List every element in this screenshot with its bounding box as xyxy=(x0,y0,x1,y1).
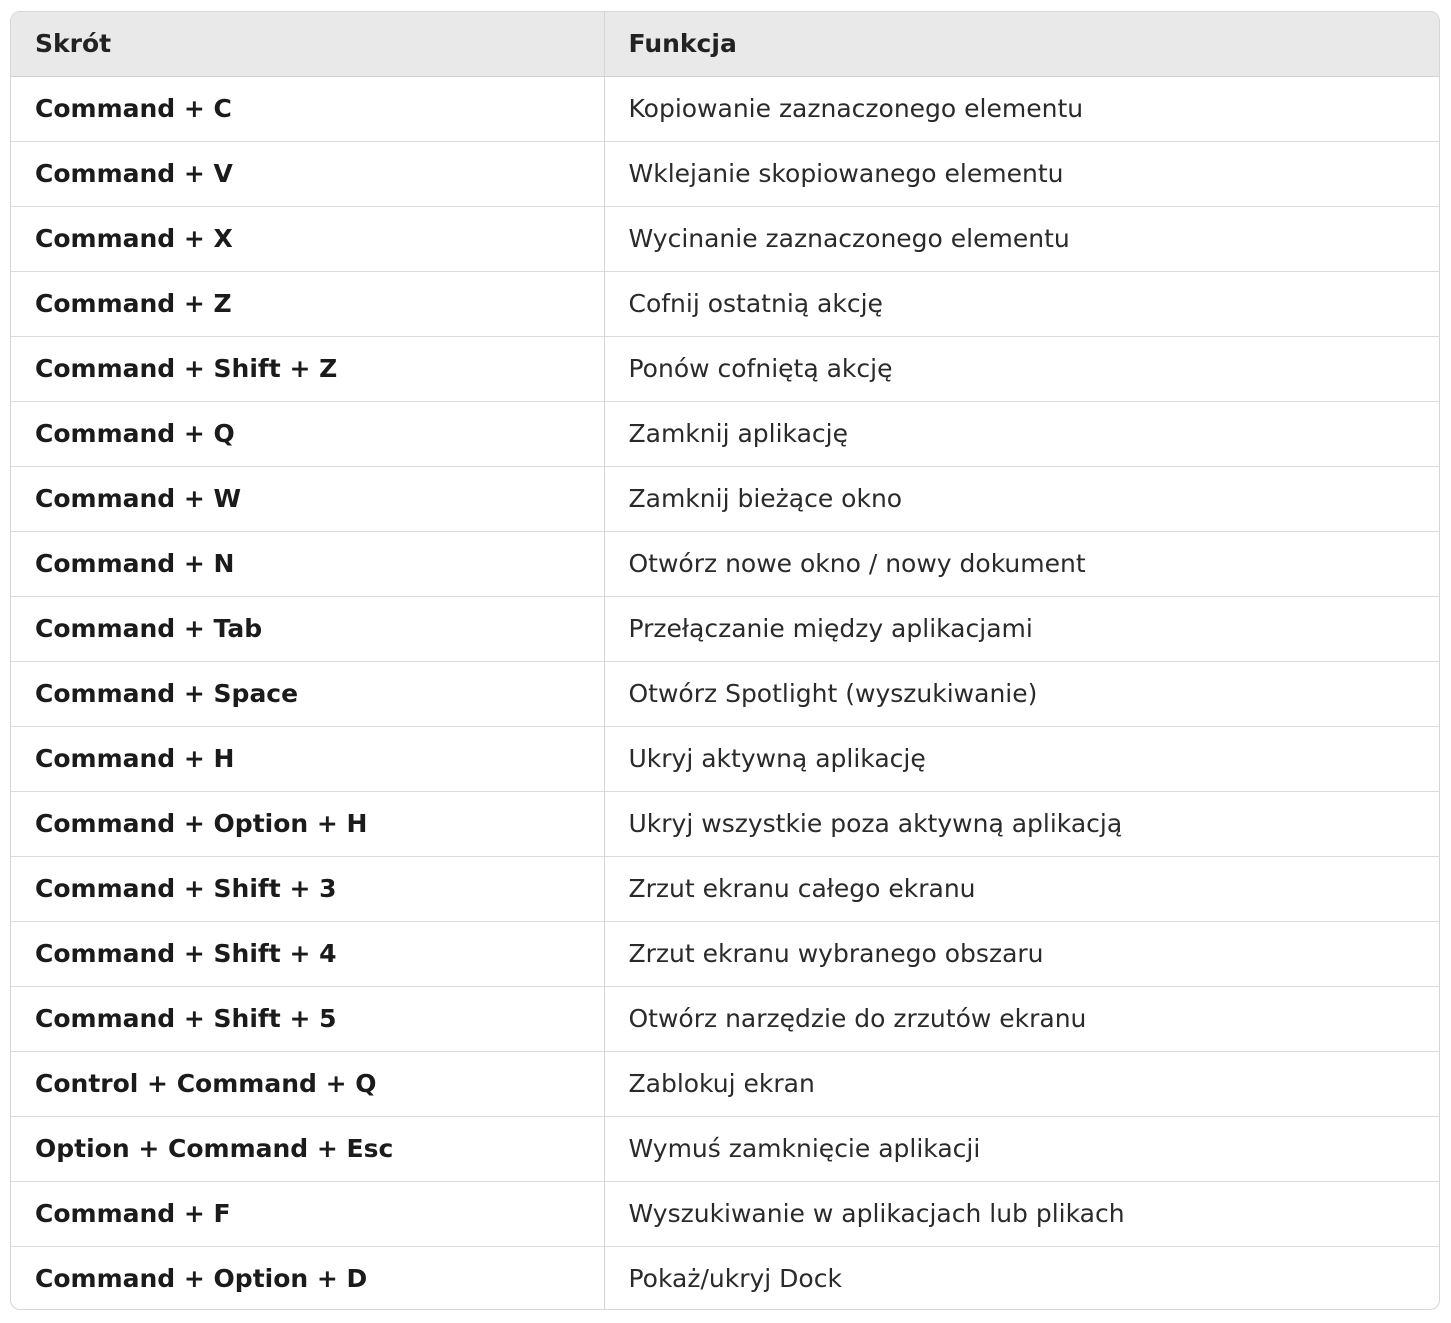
function-cell: Otwórz narzędzie do zrzutów ekranu xyxy=(604,986,1439,1051)
shortcut-cell: Command + H xyxy=(11,726,604,791)
table-row xyxy=(11,1051,1439,1116)
function-cell: Cofnij ostatnią akcję xyxy=(604,271,1439,336)
table-row xyxy=(11,141,1439,206)
shortcuts-table xyxy=(11,12,1439,1310)
shortcut-cell: Command + C xyxy=(11,76,604,141)
table-row xyxy=(11,1181,1439,1246)
column-header-function: Funkcja xyxy=(604,12,1439,76)
table-row xyxy=(11,531,1439,596)
header-row xyxy=(11,12,1439,76)
shortcut-cell: Command + Option + D xyxy=(11,1246,604,1310)
shortcut-cell: Command + Option + H xyxy=(11,791,604,856)
function-cell: Wklejanie skopiowanego elementu xyxy=(604,141,1439,206)
table-row xyxy=(11,206,1439,271)
function-cell: Ponów cofniętą akcję xyxy=(604,336,1439,401)
function-cell: Zamknij bieżące okno xyxy=(604,466,1439,531)
shortcut-cell: Control + Command + Q xyxy=(11,1051,604,1116)
function-cell: Ukryj wszystkie poza aktywną aplikacją xyxy=(604,791,1439,856)
function-cell: Otwórz nowe okno / nowy dokument xyxy=(604,531,1439,596)
table-row xyxy=(11,401,1439,466)
shortcut-cell: Command + Q xyxy=(11,401,604,466)
table-row xyxy=(11,856,1439,921)
function-cell: Pokaż/ukryj Dock xyxy=(604,1246,1439,1310)
shortcut-cell: Command + Shift + 3 xyxy=(11,856,604,921)
shortcut-cell: Command + Shift + 4 xyxy=(11,921,604,986)
function-cell: Wyszukiwanie w aplikacjach lub plikach xyxy=(604,1181,1439,1246)
table-row xyxy=(11,466,1439,531)
function-cell: Zablokuj ekran xyxy=(604,1051,1439,1116)
function-cell: Ukryj aktywną aplikację xyxy=(604,726,1439,791)
shortcut-cell: Command + Tab xyxy=(11,596,604,661)
table-row xyxy=(11,986,1439,1051)
shortcut-cell: Command + Shift + Z xyxy=(11,336,604,401)
shortcut-cell: Command + Shift + 5 xyxy=(11,986,604,1051)
table-row xyxy=(11,336,1439,401)
column-header-shortcut: Skrót xyxy=(11,12,604,76)
function-cell: Zrzut ekranu całego ekranu xyxy=(604,856,1439,921)
shortcut-cell: Command + V xyxy=(11,141,604,206)
table-row xyxy=(11,76,1439,141)
function-cell: Zamknij aplikację xyxy=(604,401,1439,466)
shortcuts-table-container xyxy=(10,11,1440,1310)
table-body xyxy=(11,76,1439,1310)
shortcut-cell: Command + X xyxy=(11,206,604,271)
shortcut-cell: Command + Z xyxy=(11,271,604,336)
table-row xyxy=(11,726,1439,791)
shortcut-cell: Command + F xyxy=(11,1181,604,1246)
table-row xyxy=(11,271,1439,336)
table-row xyxy=(11,661,1439,726)
table-row xyxy=(11,1116,1439,1181)
function-cell: Kopiowanie zaznaczonego elementu xyxy=(628,94,1084,123)
function-cell: Wycinanie zaznaczonego elementu xyxy=(604,206,1439,271)
table-row xyxy=(11,921,1439,986)
shortcut-cell: Command + W xyxy=(11,466,604,531)
function-cell: Otwórz Spotlight (wyszukiwanie) xyxy=(604,661,1439,726)
table-row xyxy=(11,1246,1439,1310)
table-header xyxy=(11,12,1439,76)
function-cell: Przełączanie między aplikacjami xyxy=(604,596,1439,661)
table-row xyxy=(11,596,1439,661)
function-cell: Wymuś zamknięcie aplikacji xyxy=(604,1116,1439,1181)
shortcut-cell: Command + Space xyxy=(11,661,604,726)
table-row xyxy=(11,791,1439,856)
shortcut-cell: Command + N xyxy=(11,531,604,596)
function-cell: Zrzut ekranu wybranego obszaru xyxy=(604,921,1439,986)
shortcut-cell: Option + Command + Esc xyxy=(11,1116,604,1181)
